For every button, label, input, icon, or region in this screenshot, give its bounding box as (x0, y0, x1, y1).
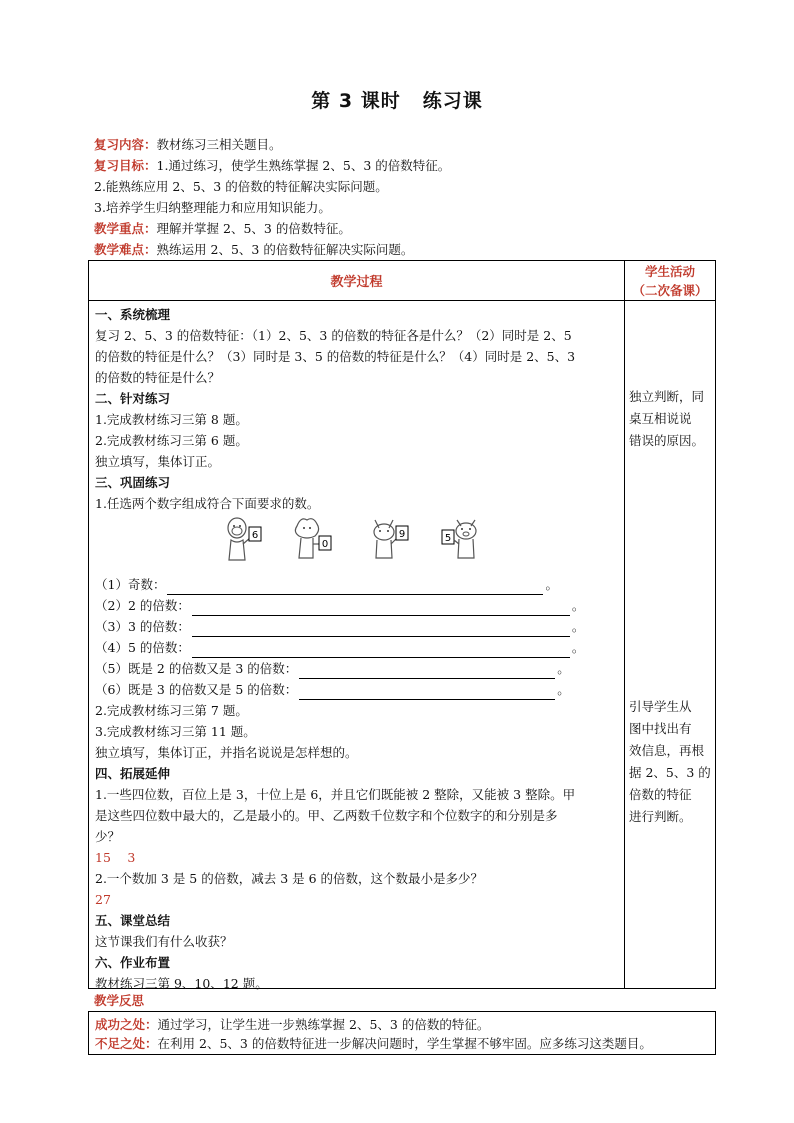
answer-blank[interactable] (167, 580, 543, 595)
card-number: 9 (398, 529, 406, 540)
lesson-name: 练习课 (422, 90, 483, 112)
header-student-activity: 学生活动 （二次备课） (625, 261, 715, 301)
section-title: 五、课堂总结 (95, 913, 171, 928)
header-teaching-process: 教学过程 (89, 261, 625, 301)
text-line: 2.完成教材练习三第 7 题。 (95, 703, 248, 718)
student-activity-note-1: 独立判断，同 桌互相说说 错误的原因。 (629, 389, 705, 448)
text-line: 3.完成教材练习三第 11 题。 (95, 724, 256, 739)
card-number: 6 (251, 530, 259, 541)
answer-blank[interactable] (192, 643, 570, 658)
answer-text: 27 (95, 892, 111, 907)
text-line: 少？ (95, 829, 121, 844)
text-line: 1.任选两个数字组成符合下面要求的数。 (95, 496, 320, 511)
text-line: 2.一个数加 3 是 5 的倍数，减去 3 是 6 的倍数，这个数最小是多少？ (95, 871, 484, 886)
text-line: 的倍数的特征是什么？（3）同时是 3、5 的倍数的特征是什么？（4）同时是 2、5、3 (95, 349, 576, 364)
text-line: 独立填写，集体订正，并指名说说是怎样想的。 (95, 745, 358, 760)
fill-line-odd: （1）奇数： 。 (95, 574, 619, 595)
animal-cards-illustration (95, 514, 619, 574)
section-title: 一、系统梳理 (95, 307, 171, 322)
reflection-title: 教学反思 (94, 993, 145, 1008)
reflection-shortcoming: 不足之处：在利用 2、5、3 的倍数特征进一步解决问题时，学生掌握不够牢固。应多练习这类题目。 (95, 1036, 652, 1051)
text-line: 2.完成教材练习三第 6 题。 (95, 433, 248, 448)
lesson-number: 第 3 课时 (311, 90, 401, 112)
intro-row: 复习目标：1.通过练习，使学生熟练掌握 2、5、3 的倍数特征。 (94, 158, 451, 173)
lesson-table (88, 260, 716, 989)
fill-line-multiple-of-2: （2）2 的倍数： 。 (95, 595, 619, 616)
answer-blank[interactable] (299, 685, 555, 700)
intro-row: 教学重点：理解并掌握 2、5、3 的倍数特征。 (94, 221, 351, 236)
fill-line-multiple-of-2-and-3: （5）既是 2 的倍数又是 3 的倍数： 。 (95, 658, 619, 679)
text-line: 独立填写，集体订正。 (95, 454, 221, 469)
text-line: 这节课我们有什么收获？ (95, 934, 233, 949)
answer-blank[interactable] (299, 664, 555, 679)
pig-card-illustration (441, 514, 481, 568)
student-activity-note-2: 引导学生从 图中找出有 效信息，再根 据 2、5、3 的 倍数的特征 进行判断。 (629, 699, 711, 824)
text-line: 是这些四位数中最大的，乙是最小的。甲、乙两数千位数字和个位数字的和分别是多 (95, 808, 558, 823)
page-title (0, 86, 794, 113)
monkey-card-illustration (223, 514, 263, 568)
text-line: 教材练习三第 9、10、12 题。 (95, 976, 268, 991)
sheep-card-illustration (293, 514, 333, 568)
section-title: 六、作业布置 (95, 955, 171, 970)
intro-row: 3.培养学生归纳整理能力和应用知识能力。 (94, 200, 331, 215)
intro-row: 2.能熟练应用 2、5、3 的倍数的特征解决实际问题。 (94, 179, 388, 194)
intro-row: 教学难点：熟练运用 2、5、3 的倍数特征解决实际问题。 (94, 242, 414, 257)
answer-blank[interactable] (192, 622, 570, 637)
teaching-content (95, 304, 619, 994)
answer-blank[interactable] (192, 601, 570, 616)
reflection-box (88, 1011, 716, 1055)
card-number: 0 (321, 539, 329, 550)
reflection-success: 成功之处：通过学习，让学生进一步熟练掌握 2、5、3 的倍数的特征。 (95, 1017, 490, 1032)
column-divider (624, 301, 625, 988)
intro-row: 复习内容：教材练习三相关题目。 (94, 137, 282, 152)
section-title: 二、针对练习 (95, 391, 171, 406)
text-line: 复习 2、5、3 的倍数特征：（1）2、5、3 的倍数的特征各是什么？（2）同时是 2、5 (95, 328, 572, 343)
fill-line-multiple-of-3-and-5: （6）既是 3 的倍数又是 5 的倍数： 。 (95, 679, 619, 700)
text-line: 1.一些四位数，百位上是 3，十位上是 6，并且它们既能被 2 整除，又能被 3 整除。甲 (95, 787, 576, 802)
section-title: 四、拓展延伸 (95, 766, 171, 781)
card-number: 5 (444, 533, 452, 544)
text-line: 的倍数的特征是什么？ (95, 370, 221, 385)
intro-section (94, 134, 714, 260)
answer-text: 15 3 (95, 850, 136, 865)
section-title: 三、巩固练习 (95, 475, 171, 490)
fill-line-multiple-of-5: （4）5 的倍数： 。 (95, 637, 619, 658)
text-line: 1.完成教材练习三第 8 题。 (95, 412, 248, 427)
cat-card-illustration (371, 514, 411, 568)
fill-line-multiple-of-3: （3）3 的倍数： 。 (95, 616, 619, 637)
